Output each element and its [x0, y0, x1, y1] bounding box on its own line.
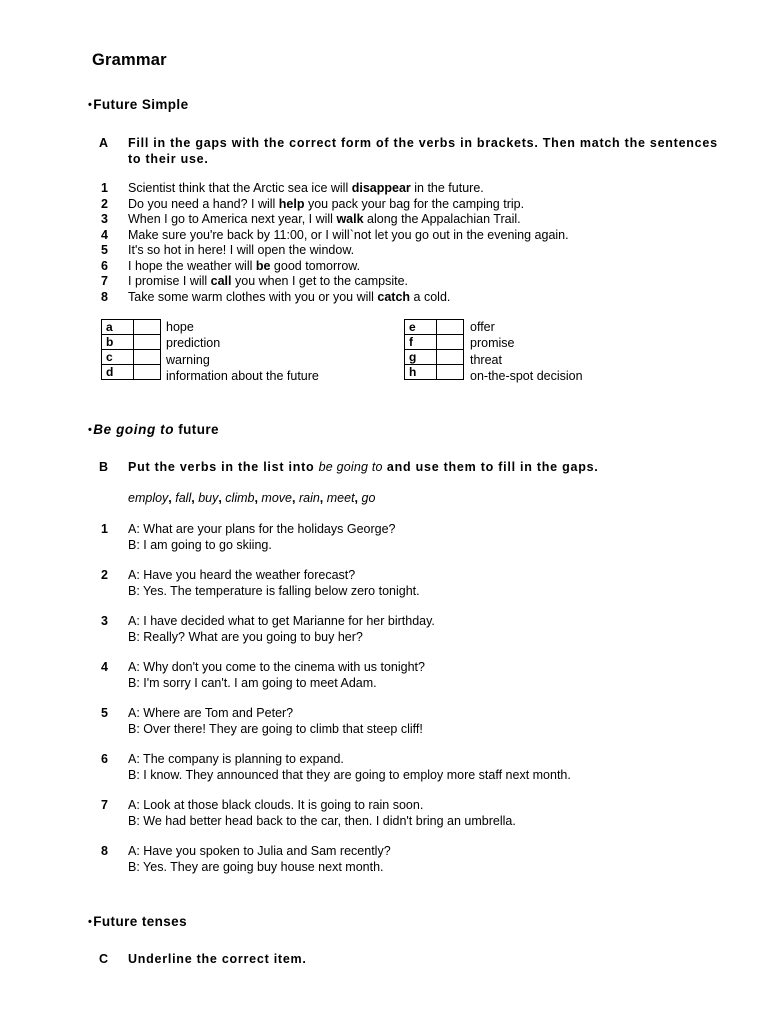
dialogue-line-a: A: I have decided what to get Marianne for her birthday.	[128, 614, 435, 628]
exercise-letter: B	[99, 460, 109, 474]
bullet-icon: •	[88, 916, 93, 928]
match-label: hope	[166, 320, 194, 334]
item-number: 4	[101, 660, 108, 674]
verb-answer: help	[278, 196, 305, 211]
item-number: 1	[101, 522, 108, 536]
dialogue-line-a: A: Have you spoken to Julia and Sam recently?	[128, 844, 391, 858]
match-row	[405, 350, 464, 365]
verb-answer: call	[210, 274, 232, 288]
dialogue-line-b: B: Over there! They are going to climb that steep cliff!	[128, 722, 423, 736]
match-letter: d	[102, 365, 134, 380]
word-list-item: fall	[175, 491, 192, 505]
page-title: Grammar	[92, 51, 167, 69]
match-label: on-the-spot decision	[470, 368, 583, 383]
section-heading-be-going-to: •Be going to future	[88, 422, 219, 437]
answer-box[interactable]	[437, 365, 464, 380]
match-row	[405, 335, 464, 350]
item-number: 2	[101, 196, 108, 211]
dialogue-line-b: B: I know. They announced that they are going to employ more staff next month.	[128, 768, 571, 782]
bullet-icon: •	[88, 99, 93, 111]
verb-answer: catch	[377, 289, 411, 304]
item-number: 2	[101, 568, 108, 582]
sentence-text: When I go to America next year, I will walk along the Appalachian Trail.	[128, 212, 521, 226]
sentence-text: Make sure you're back by 11:00, or I will`not let you go out in the evening again.	[128, 227, 569, 242]
item-number: 7	[101, 274, 108, 288]
match-table-right	[404, 319, 464, 380]
item-number: 3	[101, 614, 108, 628]
match-row	[405, 320, 464, 335]
dialogue-line-b: B: We had better head back to the car, then. I didn't bring an umbrella.	[128, 814, 516, 828]
match-row	[405, 365, 464, 380]
item-number: 5	[101, 706, 108, 720]
item-number: 1	[101, 181, 108, 195]
dialogue-line-a: A: Where are Tom and Peter?	[128, 706, 294, 720]
dialogue-line-a: A: What are your plans for the holidays George?	[128, 522, 396, 536]
sentence-text: Take some warm clothes with you or you will catch a cold.	[128, 289, 451, 304]
match-letter: c	[102, 350, 134, 365]
section-heading-future-tenses: •Future tenses	[88, 914, 187, 929]
dialogue-line-b: B: I am going to go skiing.	[128, 538, 272, 552]
sentence-text: It's so hot in here! I will open the window.	[128, 243, 355, 257]
verb-answer: disappear	[351, 181, 411, 195]
answer-box[interactable]	[437, 350, 464, 365]
match-letter: h	[405, 365, 437, 380]
word-list-item: rain	[298, 491, 320, 505]
answer-box[interactable]	[134, 335, 161, 350]
match-row	[102, 365, 161, 380]
word-list-item: employ	[128, 491, 169, 505]
match-label: offer	[470, 320, 495, 334]
match-letter: a	[102, 320, 134, 335]
section-heading-future-simple: •Future Simple	[88, 97, 189, 112]
word-list-item: buy	[198, 491, 219, 505]
dialogue-line-b: B: Yes. They are going buy house next month.	[128, 860, 384, 874]
word-list-item: climb	[225, 491, 255, 505]
answer-box[interactable]	[134, 365, 161, 380]
word-list-item: move	[261, 491, 292, 505]
dialogue-line-a: A: Look at those black clouds. It is going to rain soon.	[128, 798, 424, 812]
exercise-letter: A	[99, 136, 109, 150]
match-letter: g	[405, 350, 437, 365]
word-list-item: go	[361, 491, 376, 505]
dialogue-line-b: B: I'm sorry I can't. I am going to meet Adam.	[128, 676, 377, 690]
bullet-icon: •	[88, 424, 93, 436]
answer-box[interactable]	[437, 335, 464, 350]
sentence-text: I hope the weather will be good tomorrow.	[128, 258, 361, 273]
sentence-text: Do you need a hand? I will help you pack your bag for the camping trip.	[128, 196, 525, 211]
item-number: 8	[101, 289, 108, 304]
match-letter: e	[405, 320, 437, 335]
match-letter: f	[405, 335, 437, 350]
answer-box[interactable]	[437, 320, 464, 335]
match-row	[102, 335, 161, 350]
exercise-letter: C	[99, 952, 109, 966]
item-number: 4	[101, 227, 108, 242]
answer-box[interactable]	[134, 350, 161, 365]
match-row	[102, 320, 161, 335]
item-number: 6	[101, 258, 108, 273]
item-number: 7	[101, 798, 108, 812]
instruction-text: Underline the correct item.	[128, 952, 307, 966]
match-row	[102, 350, 161, 365]
match-label: warning	[166, 352, 210, 367]
match-label: threat	[470, 352, 502, 367]
dialogue-line-a: A: Why don't you come to the cinema with us tonight?	[128, 660, 425, 674]
item-number: 6	[101, 752, 108, 766]
sentence-text: I promise I will call you when I get to the campsite.	[128, 274, 409, 288]
dialogue-line-a: A: The company is planning to expand.	[128, 752, 344, 766]
item-number: 3	[101, 212, 108, 226]
match-label: prediction	[166, 336, 221, 351]
verb-answer: be	[255, 258, 271, 273]
item-number: 5	[101, 243, 108, 257]
instruction-text: Fill in the gaps with the correct form of the verbs in brackets. Then match the sentences to their use.	[128, 136, 718, 166]
word-list: employ, fall, buy, climb, move, rain, meet, go	[128, 491, 376, 505]
instruction-text: Put the verbs in the list into be going to and use them to fill in the gaps.	[128, 460, 599, 474]
match-table-left	[101, 319, 161, 380]
dialogue-line-a: A: Have you heard the weather forecast?	[128, 568, 356, 582]
answer-box[interactable]	[134, 320, 161, 335]
match-label: promise	[470, 336, 515, 351]
item-number: 8	[101, 844, 108, 858]
match-letter: b	[102, 335, 134, 350]
match-label: information about the future	[166, 368, 319, 383]
verb-answer: walk	[336, 212, 364, 226]
sentence-text: Scientist think that the Arctic sea ice will disappear in the future.	[128, 181, 484, 195]
dialogue-line-b: B: Yes. The temperature is falling below zero tonight.	[128, 584, 420, 598]
dialogue-line-b: B: Really? What are you going to buy her?	[128, 630, 363, 644]
word-list-item: meet	[326, 491, 355, 505]
